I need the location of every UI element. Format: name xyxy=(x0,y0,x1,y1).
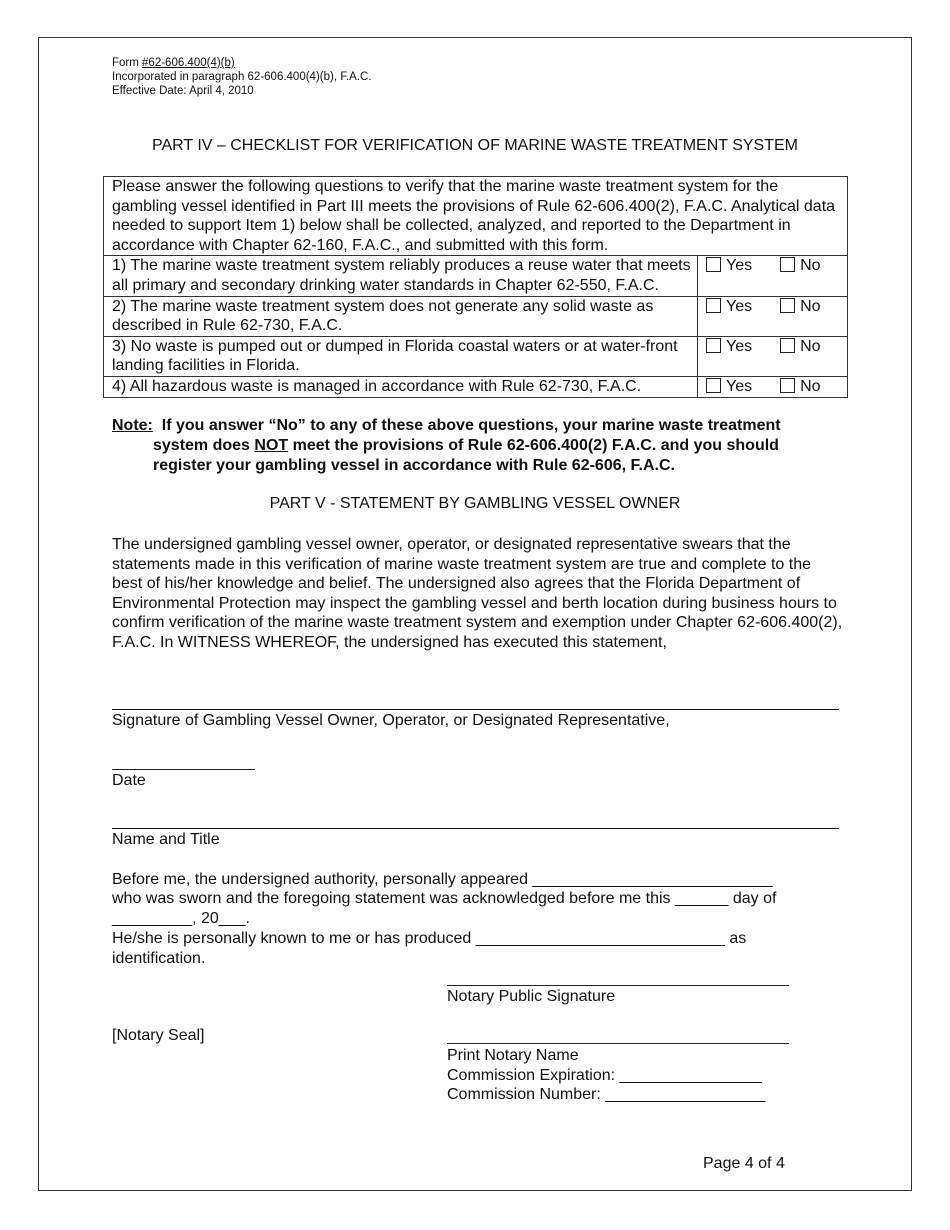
commission-number: Commission Number: __________________ xyxy=(447,1086,766,1103)
notary-signature-line[interactable] xyxy=(447,985,789,986)
notary-signature-label: Notary Public Signature xyxy=(447,988,616,1005)
yes-label: Yes xyxy=(726,297,753,315)
print-notary-name-label: Print Notary Name xyxy=(447,1047,579,1064)
date-line[interactable] xyxy=(112,769,255,770)
yes-checkbox[interactable] xyxy=(706,298,721,313)
note-text-1: If you answer “No” to any of these above questions, your marine waste treatment xyxy=(161,417,781,434)
question-text: 2) The marine waste treatment system does not generate any solid waste as described in Rule 62-730, F.A.C. xyxy=(104,296,698,336)
yes-option xyxy=(706,377,752,397)
no-label: No xyxy=(800,377,821,395)
yes-option xyxy=(706,256,752,276)
notary-line-1: Before me, the undersigned authority, personally appeared ___________________________ xyxy=(112,871,773,888)
no-checkbox[interactable] xyxy=(780,378,795,393)
commission-expiration: Commission Expiration: ________________ xyxy=(447,1067,762,1084)
yes-checkbox[interactable] xyxy=(706,338,721,353)
note-line-2 xyxy=(153,436,779,456)
yes-label: Yes xyxy=(726,337,753,355)
form-prefix: Form xyxy=(112,57,143,69)
form-number: #62-606.400(4)(b) xyxy=(142,57,235,69)
question-row xyxy=(104,336,848,376)
note-line-3: register your gambling vessel in accordance with Rule 62-606, F.A.C. xyxy=(153,457,675,474)
question-text: 1) The marine waste treatment system reliably produces a reuse water that meets all primary and secondary drinking water standards in Chapter 62-550, F.A.C. xyxy=(104,256,698,296)
checklist-table xyxy=(103,176,848,398)
no-label: No xyxy=(800,297,821,315)
no-checkbox[interactable] xyxy=(780,298,795,313)
yes-label: Yes xyxy=(726,377,753,395)
no-option xyxy=(780,377,820,397)
incorporated-text: Incorporated in paragraph 62-606.400(4)(b), F.A.C. xyxy=(112,71,372,83)
notary-print-name-line[interactable] xyxy=(447,1043,789,1044)
part4-title: PART IV – CHECKLIST FOR VERIFICATION OF MARINE WASTE TREATMENT SYSTEM xyxy=(151,137,798,154)
notary-seal-label: [Notary Seal] xyxy=(112,1027,205,1044)
statement-paragraph: The undersigned gambling vessel owner, operator, or designated representative swears that the statements made in this verification of marine waste treatment system are true and complete to the best of his/her knowledge and belief. The undersigned also agrees that the Florida Department of Environmental Protection may inspect the gambling vessel and berth location during business hours to confirm verification of the marine waste treatment system and exemption under Chapter 62-606.400(2), F.A.C. In WITNESS WHEREOF, the undersigned has executed this statement, xyxy=(112,536,843,651)
yes-checkbox[interactable] xyxy=(706,378,721,393)
intro-text: Please answer the following questions to verify that the marine waste treatment system for the gambling vessel identified in Part III meets the provisions of Rule 62-606.400(2), F.A.C. Analytical data needed to support Item 1) below shall be collected, analyzed, and reported to the Department in accordance with Chapter 62-160, F.A.C., and submitted with this form. xyxy=(104,177,848,256)
signature-label: Signature of Gambling Vessel Owner, Operator, or Designated Representative, xyxy=(112,712,670,729)
answer-cell xyxy=(698,376,848,397)
date-label: Date xyxy=(112,772,146,789)
answer-cell xyxy=(698,336,848,376)
signature-line[interactable] xyxy=(112,709,839,710)
no-option xyxy=(780,337,820,357)
name-title-label: Name and Title xyxy=(112,831,220,848)
note-text-2b: meet the provisions of Rule 62-606.400(2) F.A.C. and you should xyxy=(288,437,779,454)
notary-line-3: _________, 20___. xyxy=(112,910,250,927)
no-label: No xyxy=(800,337,821,355)
question-text: 4) All hazardous waste is managed in accordance with Rule 62-730, F.A.C. xyxy=(104,376,698,397)
no-checkbox[interactable] xyxy=(780,257,795,272)
page-number: Page 4 of 4 xyxy=(703,1155,785,1172)
no-option xyxy=(780,297,820,317)
form-number-line xyxy=(112,57,235,70)
note-line-1 xyxy=(112,416,781,436)
part5-title: PART V - STATEMENT BY GAMBLING VESSEL OWNER xyxy=(269,495,681,512)
notary-line-4: He/she is personally known to me or has produced ____________________________ as xyxy=(112,930,747,947)
question-row xyxy=(104,296,848,336)
answer-cell xyxy=(698,256,848,296)
yes-option xyxy=(706,297,752,317)
question-text: 3) No waste is pumped out or dumped in Florida coastal waters or at water-front landing facilities in Florida. xyxy=(104,336,698,376)
answer-cell xyxy=(698,296,848,336)
notary-line-2: who was sworn and the foregoing statement was acknowledged before me this ______ day of xyxy=(112,890,777,907)
no-option xyxy=(780,256,820,276)
note-text-2a: system does xyxy=(153,437,255,454)
notary-line-5: identification. xyxy=(112,950,206,967)
yes-label: Yes xyxy=(726,257,753,275)
no-label: No xyxy=(800,257,821,275)
note-label: Note: xyxy=(112,417,153,434)
name-title-line[interactable] xyxy=(112,828,839,829)
note-not: NOT xyxy=(254,437,289,454)
yes-checkbox[interactable] xyxy=(706,257,721,272)
no-checkbox[interactable] xyxy=(780,338,795,353)
question-row xyxy=(104,376,848,397)
intro-row xyxy=(104,177,848,256)
yes-option xyxy=(706,337,752,357)
effective-date: Effective Date: April 4, 2010 xyxy=(112,85,254,97)
question-row xyxy=(104,256,848,296)
